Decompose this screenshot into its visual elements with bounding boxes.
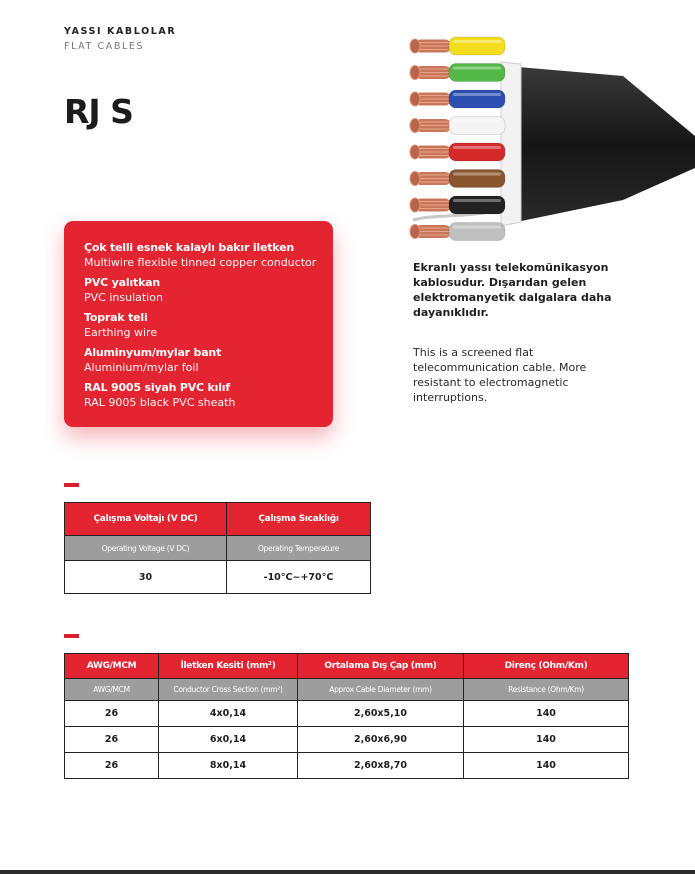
table-header-cell: Çalışma Sıcaklığı — [227, 503, 371, 536]
specifications-table — [64, 653, 629, 779]
table-cell: 30 — [65, 561, 227, 594]
table-cell: 2,60x6,90 — [298, 727, 464, 753]
composition-label-en: RAL 9005 black PVC sheath — [84, 396, 236, 409]
table-cell: 26 — [65, 701, 159, 727]
footer-rule — [0, 870, 695, 874]
table-cell: -10°C~+70°C — [227, 561, 371, 594]
composition-box — [64, 221, 333, 427]
table-cell: 26 — [65, 753, 159, 779]
table-cell: 6x0,14 — [159, 727, 298, 753]
section-marker — [64, 483, 79, 487]
category-title-tr: YASSI KABLOLAR — [64, 26, 177, 37]
table-header-cell: AWG/MCM — [65, 654, 159, 679]
insulated-wire — [410, 196, 505, 214]
table-subheader-cell: Approx Cable Diameter (mm) — [298, 679, 464, 701]
composition-item-conductor — [84, 240, 333, 271]
description-en: This is a screened flat telecommunication cable. More resistant to electromagnetic interruptions. — [413, 346, 587, 404]
table-cell: 140 — [464, 727, 629, 753]
composition-label-tr: PVC yalıtkan — [84, 276, 161, 289]
table-row — [65, 561, 371, 594]
table-header-row — [65, 654, 629, 679]
operating-conditions-table — [64, 502, 371, 594]
table-header-cell: İletken Kesiti (mm²) — [159, 654, 298, 679]
table-row — [65, 701, 629, 727]
section-marker — [64, 634, 79, 638]
table-row — [65, 727, 629, 753]
table-subheader-row — [65, 679, 629, 701]
table-header-cell: Çalışma Voltajı (V DC) — [65, 503, 227, 536]
composition-label-en: Earthing wire — [84, 326, 158, 339]
composition-item-sheath — [84, 380, 333, 411]
composition-item-insulation — [84, 275, 333, 306]
product-title: RJ S — [64, 92, 133, 131]
insulated-wire — [410, 37, 505, 55]
table-cell: 2,60x5,10 — [298, 701, 464, 727]
table-subheader-cell: AWG/MCM — [65, 679, 159, 701]
table-header-row — [65, 503, 371, 536]
flat-cable-illustration — [395, 28, 695, 260]
insulated-wire — [410, 143, 505, 161]
composition-label-en: Aluminium/mylar foil — [84, 361, 199, 374]
insulated-wire — [410, 117, 505, 135]
table-subheader-cell: Resistance (Ohm/Km) — [464, 679, 629, 701]
insulated-wire — [410, 64, 505, 82]
description-tr: Ekranlı yassı telekomünikasyon kablosudur. Dışarıdan gelen elektromanyetik dalgalara daha dayanıklıdır. — [413, 261, 612, 319]
table-header-cell: Direnç (Ohm/Km) — [464, 654, 629, 679]
composition-label-en: PVC insulation — [84, 291, 163, 304]
composition-label-tr: Toprak teli — [84, 311, 148, 324]
category-title-en: FLAT CABLES — [64, 41, 145, 52]
insulated-wire — [410, 90, 505, 108]
composition-label-tr: RAL 9005 siyah PVC kılıf — [84, 381, 230, 394]
composition-item-foil — [84, 345, 333, 376]
table-row — [65, 753, 629, 779]
insulated-wire — [410, 223, 505, 241]
table-subheader-cell: Operating Temperature — [227, 536, 371, 561]
table-subheader-cell: Operating Voltage (V DC) — [65, 536, 227, 561]
table-cell: 140 — [464, 701, 629, 727]
black-sheath — [507, 66, 695, 224]
table-cell: 140 — [464, 753, 629, 779]
table-cell: 2,60x8,70 — [298, 753, 464, 779]
table-cell: 8x0,14 — [159, 753, 298, 779]
table-subheader-cell: Conductor Cross Section (mm²) — [159, 679, 298, 701]
insulated-wire — [410, 170, 505, 188]
table-header-cell: Ortalama Dış Çap (mm) — [298, 654, 464, 679]
table-cell: 4x0,14 — [159, 701, 298, 727]
composition-label-tr: Aluminyum/mylar bant — [84, 346, 222, 359]
composition-label-en: Multiwire flexible tinned copper conductor — [84, 256, 317, 269]
table-cell: 26 — [65, 727, 159, 753]
composition-label-tr: Çok telli esnek kalaylı bakır iletken — [84, 241, 295, 254]
table-subheader-row — [65, 536, 371, 561]
composition-item-earthing — [84, 310, 333, 341]
